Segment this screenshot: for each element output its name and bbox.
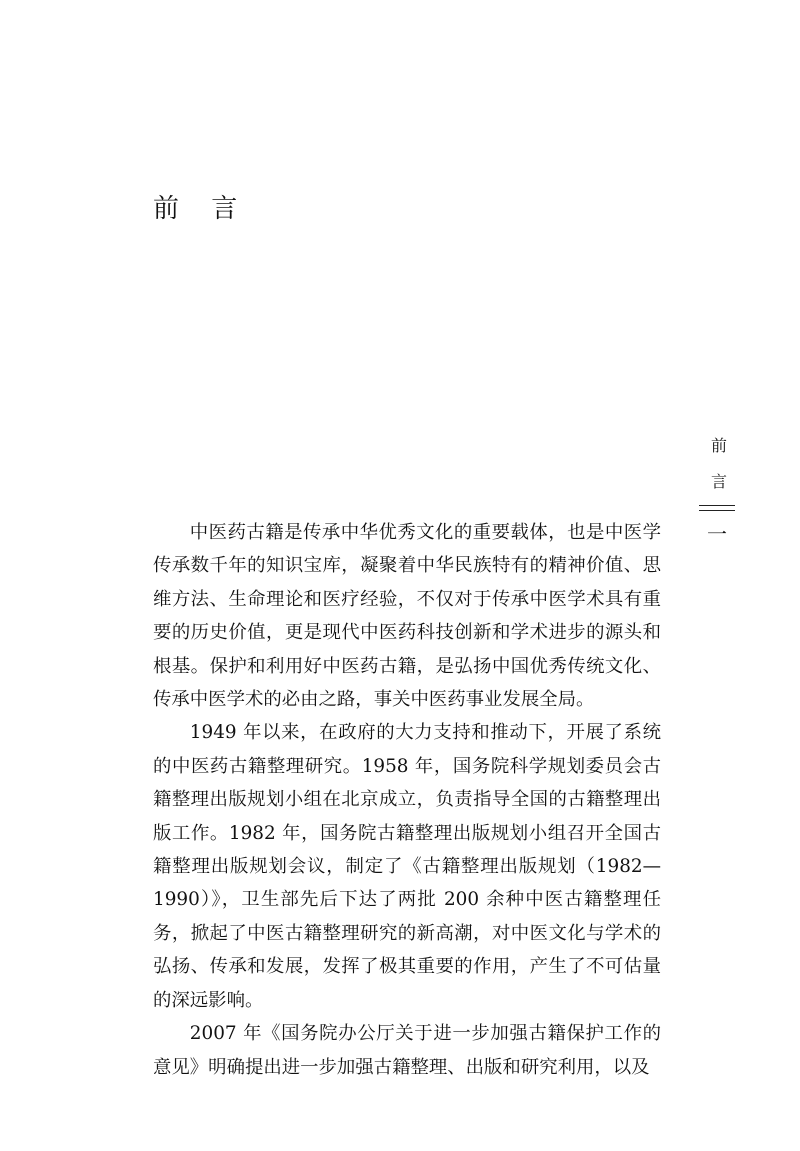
paragraph-2: 1949 年以来，在政府的大力支持和推动下，开展了系统的中医药古籍整理研究。1958 年，国务院科学规划委员会古籍整理出版规划小组在北京成立，负责指导全国的古籍整理出版工作。1982 年，国务院古籍整理出版规划小组召开全国古籍整理出版规划会议，制定了《古籍整理出版规划（1982—1990）》，卫生部先后下达了两批 200 余种中医古籍整理任务，掀起了中医古籍整理研究的新高潮，对中医文化与学术的弘扬、传承和发展，发挥了极其重要的作用，产生了不可估量的深远影响。 xyxy=(153,722,661,1011)
page-number: 一 xyxy=(707,522,727,546)
page-title: 前 言 xyxy=(153,194,250,224)
side-rule-top xyxy=(699,505,735,506)
body-text xyxy=(153,516,661,1084)
paragraph-3: 2007 年《国务院办公厅关于进一步加强古籍保护工作的意见》明确提出进一步加强古籍整理、出版和研究利用，以及 xyxy=(153,1023,661,1078)
side-running-head-char-1: 前 xyxy=(710,436,727,455)
side-running-head-char-2: 言 xyxy=(710,472,727,491)
side-running-head xyxy=(706,428,732,500)
paragraph-1: 中医药古籍是传承中华优秀文化的重要载体，也是中医学传承数千年的知识宝库，凝聚着中华民族特有的精神价值、思维方法、生命理论和医疗经验，不仅对于传承中医学术具有重要的历史价值，更是现代中医药科技创新和学术进步的源头和根基。保护和利用好中医药古籍，是弘扬中国优秀传统文化、传承中医学术的必由之路，事关中医药事业发展全局。 xyxy=(153,522,661,711)
side-rule-bottom xyxy=(699,510,735,511)
